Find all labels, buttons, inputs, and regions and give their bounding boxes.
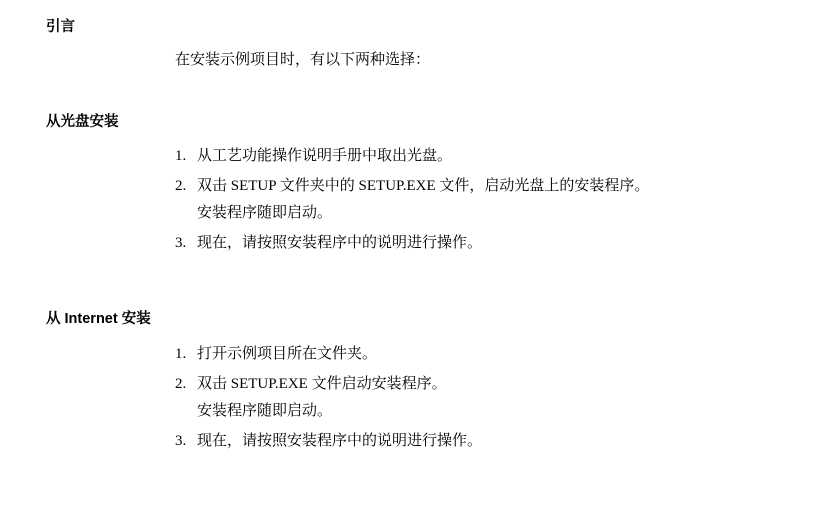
steps-block-install-from-disc bbox=[0, 146, 814, 263]
section-intro bbox=[0, 18, 814, 36]
list-item bbox=[175, 146, 814, 167]
list-item bbox=[175, 233, 814, 254]
section-heading-install-from-disc: 从光盘安装 bbox=[46, 114, 119, 130]
step-number: 1. bbox=[175, 148, 187, 164]
step-number: 3. bbox=[175, 433, 187, 449]
list-item bbox=[175, 374, 814, 422]
step-text: 现在，请按照安装程序中的说明进行操作。 bbox=[197, 235, 483, 251]
list-item bbox=[175, 431, 814, 452]
step-list-internet bbox=[175, 344, 814, 452]
section-install-from-disc bbox=[0, 113, 814, 131]
steps-wrapper-disc bbox=[0, 146, 814, 254]
list-item bbox=[175, 176, 814, 224]
step-list-disc bbox=[175, 146, 814, 254]
step-number: 3. bbox=[175, 235, 187, 251]
step-text: 现在，请按照安装程序中的说明进行操作。 bbox=[197, 433, 483, 449]
intro-heading: 引言 bbox=[46, 19, 75, 35]
step-text: 打开示例项目所在文件夹。 bbox=[197, 346, 378, 362]
step-number: 1. bbox=[175, 346, 187, 362]
step-note: 安装程序随即启动。 bbox=[197, 403, 333, 419]
step-number: 2. bbox=[175, 376, 187, 392]
steps-wrapper-internet bbox=[0, 344, 814, 452]
step-number: 2. bbox=[175, 178, 187, 194]
step-text: 双击 SETUP 文件夹中的 SETUP.EXE 文件，启动光盘上的安装程序。 bbox=[197, 178, 650, 194]
intro-paragraph-block bbox=[0, 50, 814, 70]
section-heading-install-from-internet: 从 Internet 安装 bbox=[46, 311, 151, 327]
steps-block-install-from-internet bbox=[0, 344, 814, 461]
section-install-from-internet bbox=[0, 310, 814, 328]
step-text: 双击 SETUP.EXE 文件启动安装程序。 bbox=[197, 376, 447, 392]
intro-paragraph: 在安装示例项目时，有以下两种选择： bbox=[175, 52, 431, 68]
intro-paragraph-wrapper bbox=[0, 50, 814, 70]
step-text: 从工艺功能操作说明手册中取出光盘。 bbox=[197, 148, 453, 164]
step-note: 安装程序随即启动。 bbox=[197, 205, 333, 221]
list-item bbox=[175, 344, 814, 365]
